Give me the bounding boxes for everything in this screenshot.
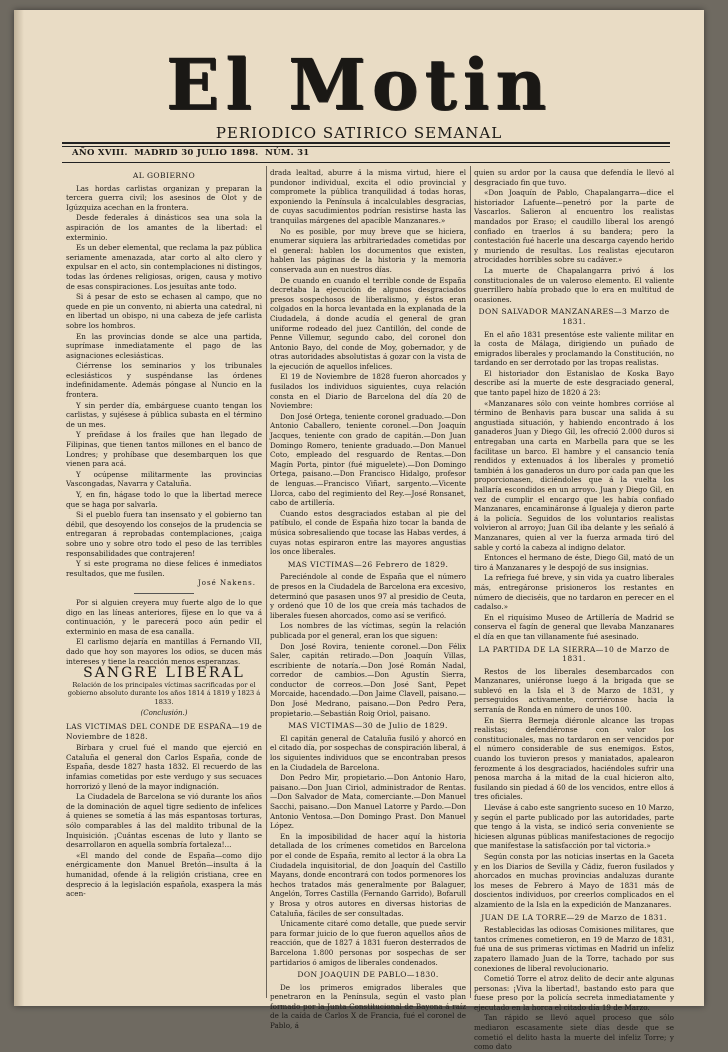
paragraph: Si á pesar de esto se echasen al campo, que no quede en pie un convento, ni abierta una catedral, ni en libertad un obispo, ni una cabeza de jefe carlista sobre los hombros. — [66, 292, 262, 330]
paragraph: Por si alguien creyera muy fuerte algo de lo que digo en las líneas anteriores, fíjese en lo que va á continuación, y le parecerá poco aún pedir el exterminio en masa de esa canalla. — [66, 597, 262, 636]
paragraph: El historiador don Estanislao de Koska Bayo describe así la muerte de este desgraciado general, que tanto papel hizo de 1820 á 23: — [474, 368, 674, 398]
masthead-rule — [62, 142, 670, 147]
paragraph: El 19 de Noviembre de 1828 fueron ahorcados y fusilados los individuos siguientes, cuya relación consta en el Diario de Barcelona del día 20 de Noviembre: — [270, 372, 466, 411]
author-signature: José Nakens. — [198, 579, 256, 588]
paragraph: Entonces el hermano de éste, Diego Gil, mató de un tiro á Manzanares y le despojó de sus insignias. — [474, 553, 674, 572]
paragraph: Tan rápido se llevó aquel proceso que sólo mediaron escasamente siete días desde que se cometió el delito hasta la muerte del infeliz Torre; y como dato — [474, 1013, 674, 1052]
paragraph: Don José Ortega, teniente coronel graduado.—Don Antonio Caballero, teniente coronel.—Don Joaquín Jacques, teniente con grado de capitán.—Don Juan Domingo Romero, teniente graduado.—Don Manuel Coto, empleado del resguardo de Rentas.—Don Magín Porta, pintor (fué miguelete).—Don Domingo Ortega, paisano.—Don Francisco Hidalgo, profesor de lenguas.—Francisco Viñart, sargento.—Vicente Llorca, cabo del regimiento del Rey.—José Ronsanet, cabo de artillería. — [270, 411, 466, 508]
paragraph: Si el pueblo fuera tan insensato y el gobierno tan débil, que desoyendo los consejos de la prudencia se entregaran á reprobadas contemplaciones, ¡caiga sobre uno y sobre otro todo el peso de las terribles responsabilidades que contrajeren! — [66, 510, 262, 558]
paragraph: Las hordas carlistas organizan y preparan la tercera guerra civil; los asesinos de Olot y de Igúzquiza acechan en la frontera. — [66, 183, 262, 212]
subheading: JUAN DE LA TORRE—29 de Marzo de 1831. — [481, 912, 667, 922]
newspaper-subtitle: PERIODICO SATIRICO SEMANAL — [215, 124, 503, 142]
paragraph: De los primeros emigrados liberales que penetraron en la Península, según el vasto plan formado por la Junta Constitucional de Bayona á raíz de la caída de Carlos X de Francia, fué el coronel de Pablo, á — [270, 982, 466, 1031]
subheading: LA PARTIDA DE LA SIERRA—10 de Marzo de 1831. — [478, 644, 670, 664]
subheading: LAS VICTIMAS DEL CONDE DE ESPAÑA—19 de Noviembre de 1828. — [66, 722, 262, 741]
paragraph: De cuando en cuando el terrible conde de España decretaba la ejecución de algunos desgraciados presos sospechosos de liberalismo, y éstos eran colgados en la horca levantada en la explanada de la Ciudadela, á donde acudía el general de gran uniforme rodeado del juez Cantillón, del conde de Penne Villemur, segundo cabo, del coronel don Antonio Bayo, del conde de Moy, gobernador, y de otras autoridades absolutistas á gozar con la vista de la ejecución de aquellos infelices. — [270, 275, 466, 371]
paragraph: «Don Joaquín de Pablo, Chapalangarra—dice el historiador Lafuente—penetró por la parte de Vascarlos. Salieron al encuentro los realistas mandados por Eraso; el caudillo liberal los arengó confiado en traerlos á su bandera; pero la contestación fué hacerle una descarga cayendo herido y muriendo de resultas. Los realistas ejecutaron atrocidades horribles sobre su cadáver.» — [474, 188, 674, 265]
paragraph: «El mando del conde de España—como dijo enérgicamente don Manuel Bretón—insulta á la humanidad, ofende á la religión cristiana, cree en desprecio á la legislación española, exaspera la más acen- — [66, 850, 262, 899]
page-fold-shadow — [14, 10, 24, 1006]
subheading: MAS VICTIMAS—26 Febrero de 1829. — [287, 559, 449, 569]
paragraph: drada lealtad, aburre á la misma virtud, hiere el pundonor individual, excita el odio provincial y compromete la pública tranquilidad á todas horas, exponiendo la Península á incalculables desgracias, de cuyas sacudimientos podrían resistirse hasta las tranquilas márgenes del apacible Manzanares.» — [270, 168, 466, 225]
paragraph: En las provincias donde se alce una partida, suprímase inmediatamente el pago de las asignaciones eclesiásticas. — [66, 331, 262, 360]
paragraph: Restos de los liberales desembarcados con Manzanares, uniéronse luego á la brigada que se sublevó en la Isla el 3 de Marzo de 1831, y perseguidos activamente, corriéronse hacia la serranía de Ronda en número de unos 100. — [474, 666, 674, 715]
paragraph: Los nombres de las víctimas, según la relación publicada por el general, eran los que siguen: — [270, 621, 466, 640]
paragraph: En el riquísimo Museo de Artillería de Madrid se conserva el fagín de general que llevaba Manzanares el día en que tan villanamente fué asesinado. — [474, 612, 674, 641]
paragraph: Don José Rovira, teniente coronel.—Don Félix Saler, capitán retirado.—Don Joaquín Villas, escribiente de notaría.—Don José Román Nadal, corredor de cambios.—Don Agustín Sierra, conductor de correos.—Don José Sant, Pepet Morcaide, hacendado.—Don Jaime Clavell, paisano.—Don José Medrano, paisano.—Don Pedro Pera, propietario.—Sebastián Roig Oriol, paisano. — [270, 641, 466, 718]
paragraph: Según consta por las noticias insertas en la Gaceta y en los Diarios de Sevilla y Cádiz, fueron fusilados y ahorcados en muchas provincias andaluzas durante los meses de Febrero á Mayo de 1831 más de doscientos individuos, por creerlos complicados en el alzamiento de la Isla en la expedición de Manzanares. — [474, 851, 674, 909]
column-1 — [66, 168, 262, 998]
newspaper-page — [14, 10, 704, 1052]
issue-year: AÑO XVIII. — [72, 148, 128, 158]
paragraph: La refriega fué breve, y sin vida ya cuatro liberales más, entregáronse prisioneros los restantes en número de dieciséis, que no tardaron en perecer en el cadalso.» — [474, 573, 674, 612]
issue-date: MADRID 30 JULIO 1898. — [134, 148, 259, 158]
section-subtitle: Relación de los principales víctimas sacrificadas por el gobierno absoluto durante los años 1814 á 1819 y 1823 á 1833. — [67, 680, 261, 706]
paragraph: Don Pedro Mir, propietario.—Don Antonio Haro, paisano.—Don Juan Ciriol, administrador de Rentas.—Don Salvador de Mata, comerciante.—Don Manuel Sacchi, paisano.—Don Manuel Latorre y Pardo.—Don Antonio Ventosa.—Don Domingo Prast. Don Manuel López. — [270, 773, 466, 831]
paragraph: «Manzanares sólo con veinte hombres corrióse al término de Benhavis para buscar una salida á su angustiada situación, y habiendo encontrado á los ganaderos Juan y Diego Gil, les ofreció 2.000 duros si entregaban una carta en Marbella para que se les facilitase un barco. El hambre y el cansancio tenía rendidos y extenuados á los liberales y prometió también á los ganaderos un duro por cada pan que les proporcionasen, diciéndoles que á la vuelta los hallaría escondidos en un arroyo. Juan y Diego Gil, en vez de cumplir el encargo que les había confiado Manzanares, encamináronse á Igualeja y dieron parte á la policía. Seguidos de los voluntarios realistas volvieron al arroyo; Juan Gil iba delante y les señaló á Manzanares, quien al ver la fuerza armada tiró del sable y cortó la cabeza al indigno delator. — [474, 398, 674, 552]
conclusion-note: (Conclusión.) — [140, 709, 188, 718]
article-heading: AL GOBIERNO — [132, 171, 196, 180]
paragraph: No es posible, por muy breve que se hiciera, enumerar siquiera las arbitrariedades cometidas por el general: hablen los documentos que existen, hablen las páginas de la historia y la memoria conservada aun en nuestros días. — [270, 226, 466, 274]
paragraph: La muerte de Chapalangarra privó á los constitucionales de un valeroso elemento. El valiente guerrillero había probado que lo era en multitud de ocasiones. — [474, 265, 674, 304]
paragraph: Y si este programa no diese felices é inmediatos resultados, que me fusilen. — [66, 559, 262, 578]
separator-rule — [134, 593, 194, 594]
dateline-rule — [62, 162, 670, 163]
paragraph: Y preñdase á los frailes que han llegado de Filipinas, que tienen tantos millones en el banco de Londres; y prohíbase que desembarquen los que vienen para acá. — [66, 430, 262, 469]
paragraph: En Sierra Bermeja diéronle alcance las tropas realistas; defendiéronse con valor los constitucionales, mas no tardaron en ser vencidos por el número considerable de sus enemigos. Estos, cuando los tuvieron presos y maniatados, apalearon ferozmente á los desgraciados, haciéndoles sufrir una penosa marcha á la mitad de la cual hicieron alto, fusilando sin piedad á 60 de los vencidos, entre ellos á tres oficiales. — [474, 715, 674, 802]
section-title: SANGRE LIBERAL — [83, 665, 245, 682]
paragraph: El carlismo dejaría en mantillas á Fernando VII, dado que hoy son mayores los odios, se ducen más intereses y tiene la reacción menos esperanzas. — [66, 637, 262, 666]
paragraph: Lleváse á cabo este sangriento suceso en 10 Marzo, y según el parte publicado por las autoridades, parte que tengo á la vista, se indicó seria conveniente se hiciesen algunas públicas manifestaciones de regocijo que manifestase la satisfacción por tal victoria.» — [474, 803, 674, 851]
subheading: MAS VICTIMAS—30 de Julio de 1829. — [288, 721, 448, 731]
paragraph: Unicamente citaré como detalle, que puede servir para formar juicio de lo que fueron aquellos años de reacción, que de 1827 á 1831 fueron desterrados de Barcelona 1.800 personas por sospechas de ser partidarios ó amigos de liberales condenados. — [270, 919, 466, 967]
paragraph: Y sin perder día, embárguese cuanto tengan los carlistas, y sujésese á pública subasta en el término de un mes. — [66, 400, 262, 429]
column-divider — [266, 166, 267, 998]
paragraph: En el año 1831 presentóse este valiente militar en la costa de Málaga, dirigiendo un puñado de emigrados liberales y proclamando la Constitución, no tardando en ser derrotado por las tropas realistas. — [474, 329, 674, 368]
paragraph: Cuando estos desgraciados estaban al pie del patíbulo, el conde de España hizo tocar la banda de música sobresaliendo que tocase las Habas verdes, á cuyas notas espiraron entre las mayores angustias los once liberales. — [270, 508, 466, 557]
paragraph: En la imposibilidad de hacer aquí la historia detallada de los crímenes cometidos en Barcelona por el conde de España, remito al lector á la obra La Ciudadela inquisitorial, de don Joaquín del Castillo Mayans, donde encontrará con todos pormenores los hechos tratados más generalmente por Balaguer, Angelón, Torres Castilla (Fernando Garrido), Bofarull y Brosa y otros autores en diversas historias de Cataluña, fáciles de ser consultadas. — [270, 831, 466, 918]
column-2 — [270, 168, 466, 1031]
paragraph: Es un deber elemental, que reclama la paz pública seriamente amenazada, atar corto al alto clero y expulsar en el acto, sin contemplaciones ni distingos, todas las órdenes religiosas, origen, causa y motivo de esas conspiraciones. Los jesuítas ante todo. — [66, 243, 262, 291]
paragraph: Y ocúpense militarmente las provincias Vascongadas, Navarra y Cataluña. — [66, 469, 262, 489]
paragraph: La Ciudadela de Barcelona se vió durante los años de la dominación de aquel tigre sediento de infelices á quienes se sometía á las más espantosas torturas, sólo comparables á las del maldito tribunal de la Inquisición. ¡Cuántas escenas de luto y llanto se desarrollaron en aquella sombría fortaleza!... — [66, 792, 262, 850]
subheading: DON SALVADOR MANZANARES—3 Marzo de 1831. — [478, 307, 670, 326]
paragraph: Y, en fin, hágase todo lo que la libertad merece que se haga por salvarla. — [66, 490, 262, 509]
subheading: DON JOAQUIN DE PABLO—1830. — [297, 970, 439, 980]
column-divider — [470, 166, 471, 998]
paragraph: Cometió Torre el atroz delito de decir ante algunas personas: ¡Viva la libertad!, bastando esto para que fuese preso por la policía secreta inmediatamente y ejecutado en la horca el citado día 19 de Marzo. — [474, 974, 674, 1012]
column-3 — [474, 168, 674, 1052]
newspaper-title: El Motin — [165, 43, 553, 126]
dateline — [72, 148, 310, 158]
paragraph: Restablecidas las odiosas Comisiones militares, que tantos crímenes cometieron, en 19 de Marzo de 1831, fué una de sus primeras víctimas en Madrid un infeliz zapatero llamado Juan de la Torre, tachado por sus conexiones de liberal revolucionario. — [474, 925, 674, 973]
issue-number: NÚM. 31 — [265, 148, 310, 158]
paragraph: Bírbara y cruel fué el mando que ejerció en Cataluña el general don Carlos España, conde de España, desde 1827 hasta 1832. El recuerdo de las infamias cometidas por este verdugo y sus secuaces horrorizó y llenó de la mayor indignación. — [66, 743, 262, 791]
masthead — [14, 43, 704, 150]
paragraph: Desde federales á dinásticos sea una sola la aspiración de los amantes de la libertad: el exterminio. — [66, 213, 262, 242]
paragraph: quien su ardor por la causa que defendía le llevó al desgraciado fin que tuvo. — [474, 168, 674, 187]
paragraph: El capitán general de Cataluña fusiló y ahorcó en el citado día, por sospechas de conspiración liberal, á los siguientes individuos que se encontraban presos en la Ciudadela de Barcelona. — [270, 733, 466, 772]
paragraph: Pareciéndole al conde de España que el número de presos en la Ciudadela de Barcelona era excesivo, determinó que pasasen unos 97 al presidio de Ceuta, y ordenó que 10 de los que creía más tachados de liberales fuesen ahorcados, como así se verificó. — [270, 572, 466, 620]
paragraph: Ciérrense los seminarios y los tribunales eclesiásticos y suspéndanse las órdenes indefinidamente. Además póngase al Nuncio en la frontera. — [66, 361, 262, 400]
